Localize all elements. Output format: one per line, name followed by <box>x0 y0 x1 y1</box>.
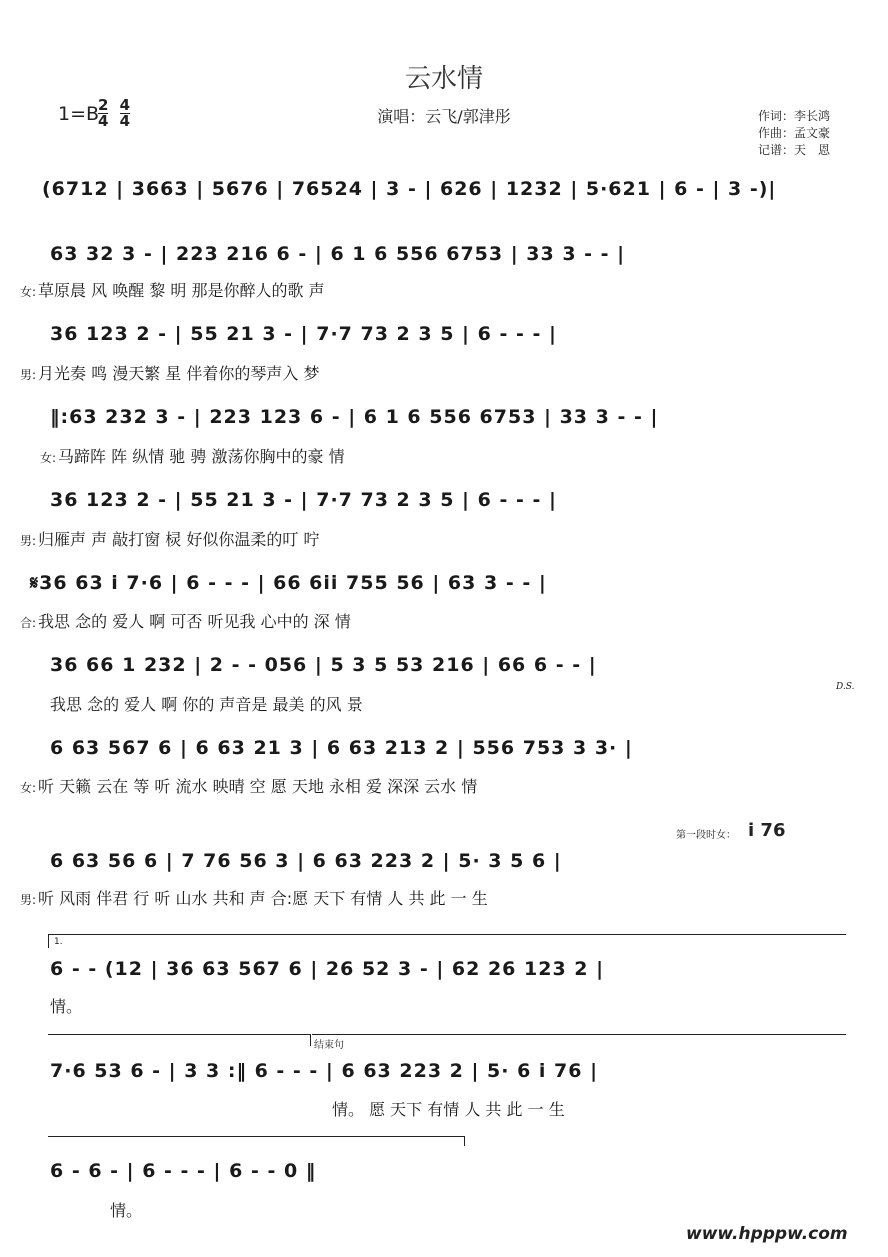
lyrics-row-3: 男: 月光奏 鸣 漫天繁 星 伴着你的琴声入 梦 <box>20 364 320 383</box>
volta-bracket-tick <box>48 934 49 948</box>
lyrics-row-2: 女: 草原晨 风 唤醒 黎 明 那是你醉人的歌 声 <box>20 281 325 300</box>
notation-row-3: 36 123 2 - | 55 21 3 - | 7·7 73 2 3 5 | 6 - - - | <box>50 323 557 345</box>
notation-row-9: 6 63 56 6 | 7 76 56 3 | 6 63 223 2 | 5· 3 5 6 | <box>50 850 562 872</box>
notation-row-2: 63 32 3 - | 223 216 6 - | 6 1 6 556 6753 | 33 3 - - | <box>50 243 626 265</box>
ending-continue-line <box>48 1136 464 1137</box>
credits <box>758 108 830 159</box>
volta-label: 1. <box>54 937 63 947</box>
lyrics-row-5: 男: 归雁声 声 敲打窗 棂 好似你温柔的叮 咛 <box>20 530 320 549</box>
volta-bracket-line <box>48 934 846 935</box>
meter-4-4: $\frac{4}{4}$ <box>119 96 131 130</box>
lyrics-row-4: 女: 马蹄阵 阵 纵情 驰 骋 激荡你胸中的豪 情 <box>40 447 345 466</box>
lyricist: 作词：李长鸿 <box>758 109 831 123</box>
singer-line: 演唱：云飞/郭津彤 <box>377 107 511 126</box>
ds-mark: D.S. <box>836 682 855 692</box>
first-verse-hint-notes: i 76 <box>748 820 786 841</box>
transcriber: 记谱：天 恩 <box>758 143 831 157</box>
watermark: www.hpppw.com <box>686 1224 848 1244</box>
lyrics-row-12: 情。 <box>110 1201 143 1220</box>
volta-continue-line <box>48 1034 310 1035</box>
notation-row-8: 6 63 567 6 | 6 63 21 3 | 6 63 213 2 | 556 753 3 3· | <box>50 737 633 759</box>
first-verse-hint: 第一段时女： <box>676 830 736 841</box>
notation-row-6: 𝄋36 63 i 7·6 | 6 - - - | 66 6ii 755 56 | 63 3 - - | <box>30 572 547 594</box>
lyrics-row-8: 女: 听 天籁 云在 等 听 流水 映晴 空 愿 天地 永相 爱 深深 云水 情 <box>20 777 478 796</box>
ending-end-tick <box>464 1136 465 1146</box>
ending-bracket-line <box>312 1034 846 1035</box>
lyrics-row-9: 男: 听 风雨 伴君 行 听 山水 共和 声 合:愿 天下 有情 人 共 此 一 生 <box>20 889 488 908</box>
lyrics-row-7: 我思 念的 爱人 啊 你的 声音是 最美 的风 景 <box>50 695 363 714</box>
lyrics-row-6: 合: 我思 念的 爱人 啊 可否 听见我 心中的 深 情 <box>20 612 351 631</box>
composer: 作曲：孟文豪 <box>758 126 831 140</box>
lyrics-row-11: 情。 愿 天下 有情 人 共 此 一 生 <box>332 1100 565 1119</box>
lyrics-row-10: 情。 <box>50 997 83 1016</box>
notation-row-7: 36 66 1 232 | 2 - - 056 | 5 3 5 53 216 | 66 6 - - | <box>50 654 597 676</box>
volta-end-tick <box>310 1034 311 1046</box>
song-title: 云水情 <box>404 64 483 94</box>
meter-2-4: $\frac{2}{4}$ <box>98 96 109 130</box>
notation-row-4: ‖:63 232 3 - | 223 123 6 - | 6 1 6 556 6753 | 33 3 - - | <box>50 406 659 428</box>
notation-row-11: 7·6 53 6 - | 3 3 :‖ 6 - - - | 6 63 223 2 | 5· 6 i 76 | <box>50 1060 599 1082</box>
ending-label: 结束句 <box>314 1040 344 1051</box>
notation-row-12: 6 - 6 - | 6 - - - | 6 - - 0 ‖ <box>50 1160 317 1182</box>
notation-row-5: 36 123 2 - | 55 21 3 - | 7·7 73 2 3 5 | 6 - - - | <box>50 489 557 511</box>
key-signature: 1=B <box>58 103 100 125</box>
notation-row-1: (6712 | 3663 | 5676 | 76524 | 3 - | 626 | 1232 | 5·621 | 6 - | 3 -)| <box>42 178 777 200</box>
notation-row-10: 6 - - (12 | 36 63 567 6 | 26 52 3 - | 62 26 123 2 | <box>50 958 605 980</box>
